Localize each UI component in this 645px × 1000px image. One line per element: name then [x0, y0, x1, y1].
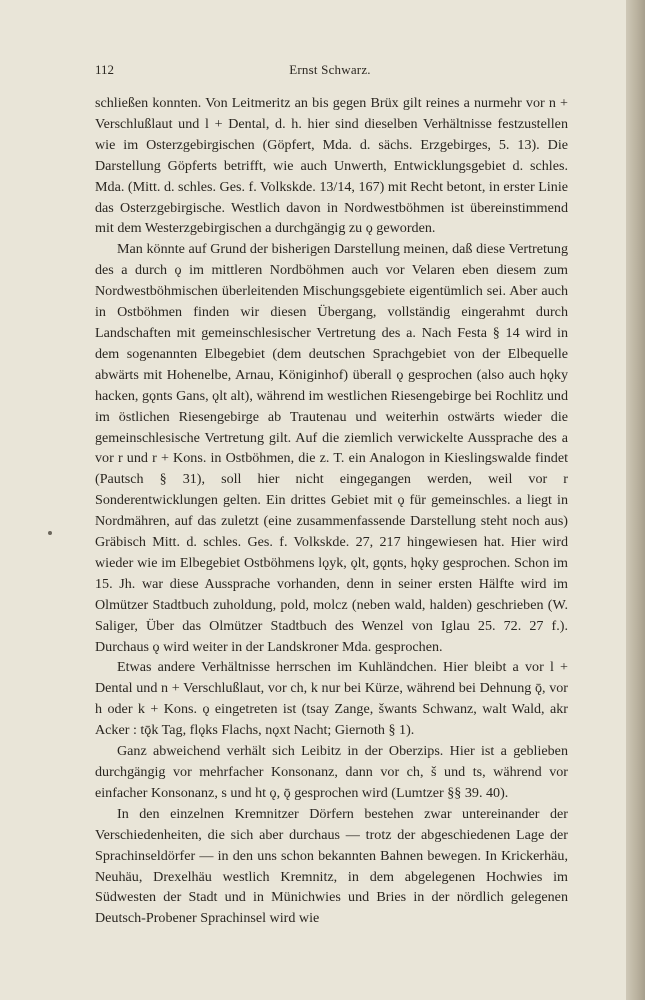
page-number: 112	[95, 62, 115, 77]
paragraph-1: schließen konnten. Von Leitmeritz an bis gegen Brüx gilt reines a nurmehr vor n + Verschlußlaut und l + Dental, d. h. hier sind dieselben Verhältnisse festzustellen wie im Osterzgebirgischen (Göpfert, Mda. d. sächs. Erzgebirges, 5. 13). Die Darstellung Göpferts betrifft, wie auch Unwerth, Entwicklungsgebiet d. schles. Mda. (Mitt. d. schles. Ges. f. Volkskde. 13/14, 167) mit Recht betont, in erster Linie das Osterzgebirgische. Westlich davon in Nordwestböhmen ist übereinstimmend mit dem Westerzgebirgischen a durchgängig zu ǫ geworden.	[95, 95, 568, 237]
margin-mark	[48, 531, 52, 535]
paragraph-2: Man könnte auf Grund der bisherigen Darstellung meinen, daß diese Vertretung des a durch ǫ im mittleren Nordböhmen auch vor Velaren eben diesem zum Nordwestböhmischen überleitenden Mischungsgebiete eigentümlich sei. Aber auch in Ostböhmen finden wir diesen Übergang, vollständig eingerahmt durch Landschaften mit gemeinschlesischer Vertretung des a. Nach Festa § 14 wird in dem sogenannten Elbegebiet (dem deutschen Sprachgebiet von der Elbequelle abwärts mit Hohenelbe, Arnau, Königinhof) überall ǫ gesprochen (also auch hǫky hacken, gǫnts Gans, ǫlt alt), während im westlichen Riesengebirge bei Rochlitz und im östlichen Riesengebirge ab Trautenau und weiterhin ostwärts wieder die gemeinschlesische Vertretung gilt. Auf die ziemlich verwickelte Aussprache des a vor r und r + Kons. in Ostböhmen, die z. T. ein Analogon in Kieslingswalde findet (Pautsch § 31), soll hier nicht eingegangen werden, weil vor r Sonderentwicklungen gelten. Ein drittes Gebiet mit ǫ für gemeinschles. a liegt in Nordmähren, auf das zuletzt (eine zusammenfassende Darstellung steht noch aus) Gräbisch Mitt. d. schles. Ges. f. Volkskde. 27, 217 hingewiesen hat. Hier wird wieder wie im Elbegebiet Ostböhmens lǫyk, ǫlt, gǫnts, hǫky gesprochen. Schon im 15. Jh. war diese Aussprache vorhanden, denn in seiner ersten Hälfte wird im Olmützer Stadtbuch zuholdung, pold, molcz (neben wald, halden) geschrieben (W. Saliger, Über das Olmützer Stadtbuch des Wenzel von Iglau 25. 72. 27 f.). Durchaus ǫ wird weiter in der Landskroner Mda. gesprochen.	[95, 241, 568, 655]
page-edge	[626, 0, 645, 1000]
paragraph-3: Etwas andere Verhältnisse herrschen im Kuhländchen. Hier bleibt a vor l + Dental und n + Verschlußlaut, vor ch, k nur bei Kürze, während bei Dehnung ǭ, vor h oder k + Kons. ǫ eingetreten ist (tsay Zange, šwants Schwanz, walt Wald, akr Acker : tǭk Tag, flǫks Flachs, nǫxt Nacht; Giernoth § 1).	[95, 659, 568, 739]
body-text	[95, 93, 568, 929]
paragraph-5: In den einzelnen Kremnitzer Dörfern bestehen zwar untereinander der Verschiedenheiten, die sich aber durchaus — trotz der abgeschiedenen Lage der Sprachinseldörfer — in den uns schon bekannten Bahnen bewegen. In Krickerhäu, Neuhäu, Drexelhäu westlich Kremnitz, in dem abgelegenen Hochwies im Südwesten der Stadt und in Münichwies und Bries in der nördlich gelegenen Deutsch-Probener Sprachinsel wird wie	[95, 805, 568, 927]
page-header	[95, 62, 565, 82]
running-head: Ernst Schwarz.	[289, 62, 371, 77]
paragraph-4: Ganz abweichend verhält sich Leibitz in der Oberzips. Hier ist a geblieben durchgängig vor mehrfacher Konsonanz, dann vor ch, š und ts, während vor einfacher Konsonanz, s und ht ǫ, ǭ gesprochen wird (Lumtzer §§ 39. 40).	[95, 743, 568, 801]
